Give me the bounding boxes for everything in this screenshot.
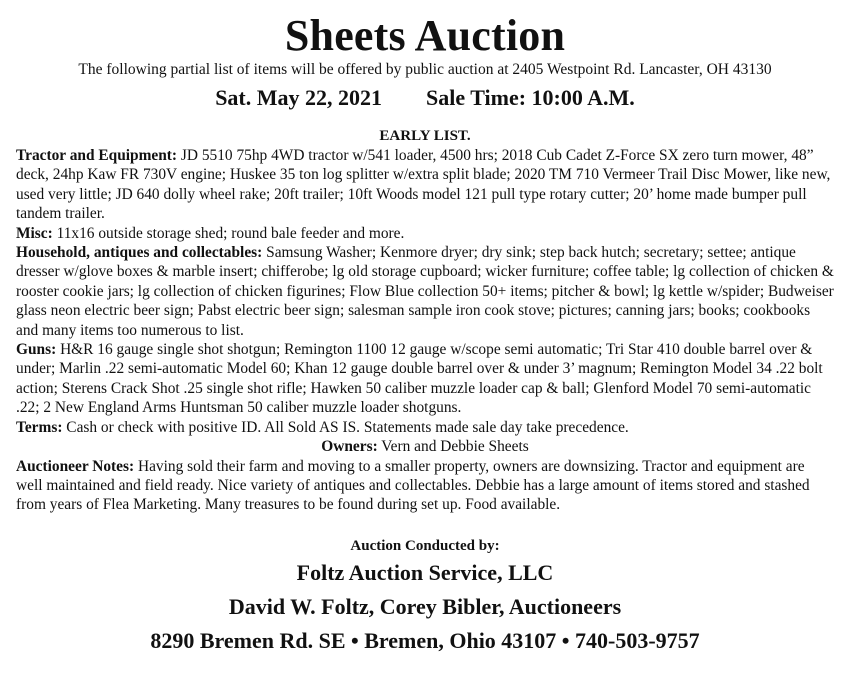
owners-line — [16, 437, 834, 456]
auction-ad — [0, 12, 850, 683]
sale-date: Sat. May 22, 2021 — [215, 85, 383, 110]
auctioneer-notes — [16, 457, 834, 515]
section-label: Terms: — [16, 418, 63, 436]
section-text: Samsung Washer; Kenmore dryer; dry sink; step back hutch; secretary; settee; antique dresser w/glove boxes & marble insert; chifferobe; lg old storage cupboard; wicker furniture; coffee table; lg collection of chicken & rooster cookie jars; lg collection of chicken figurines; Flow Blue collection 50+ items; pitcher & bowl; lg kettle w/spider; Budweiser glass neon electric beer sign; Pabst electric beer sign; salesman sample iron cook stove; pictures; canning jars; books; cookbooks and many items too numerous to list. — [16, 244, 834, 339]
early-list-heading: EARLY LIST. — [379, 128, 471, 144]
notes-text: Having sold their farm and moving to a smaller property, owners are downsizing. Tractor and equipment are well maintained and field ready. Nice variety of antiques and collectables. Debbie has a large amount of items stored and stashed from years of Flea Marketing. Many treasures to be found during set up. Food available. — [16, 457, 810, 514]
section-terms — [16, 418, 834, 437]
section-label: Household, antiques and collectables: — [16, 244, 263, 262]
section-label: Guns: — [16, 341, 57, 359]
section-text: Cash or check with positive ID. All Sold AS IS. Statements made sale day take precedence. — [62, 418, 629, 436]
contact-address: 8290 Bremen Rd. SE • Bremen, Ohio 43107 • 740-503-9757 — [150, 627, 700, 653]
auctioneer-names: David W. Foltz, Corey Bibler, Auctioneers — [228, 593, 622, 619]
owners-label: Owners: — [321, 438, 378, 456]
date-time-line — [16, 85, 834, 111]
section-tractor-equipment — [16, 146, 834, 224]
section-household — [16, 243, 834, 340]
company-name: Foltz Auction Service, LLC — [296, 559, 554, 585]
section-label: Misc: — [16, 224, 53, 242]
sale-time: Sale Time: 10:00 A.M. — [426, 85, 635, 110]
section-text: H&R 16 gauge single shot shotgun; Remington 1100 12 gauge w/scope semi automatic; Tri Star 410 double barrel over & under; Marlin .22 semi-automatic Model 60; Khan 12 gauge double barrel over & under 3’ magnum; Remington Model 34 .22 bolt action; Sterens Crack Shot .25 single shot rifle; Hawken 50 caliber muzzle loader cap & ball; Glenford Model 70 semi-automatic .22; 2 New England Arms Huntsman 50 caliber muzzle loader shotguns. — [16, 341, 823, 417]
ad-title: Sheets Auction — [284, 11, 566, 60]
section-label: Tractor and Equipment: — [16, 147, 178, 164]
conducted-by: Auction Conducted by: — [350, 537, 500, 554]
section-misc — [16, 224, 834, 243]
ad-subtitle: The following partial list of items will be offered by public auction at 2405 Westpoint Rd. Lancaster, OH 43130 — [78, 61, 772, 78]
notes-label: Auctioneer Notes: — [16, 457, 135, 475]
section-text: JD 5510 75hp 4WD tractor w/541 loader, 4500 hrs; 2018 Cub Cadet Z-Force SX zero turn mower, 48” deck, 24hp Kaw FR 730V engine; Huskee 35 ton log splitter w/extra split blade; 2020 TM 710 Vermeer Trail Disc Mower, like new, used very little; JD 640 dolly wheel rake; 20ft trailer; 10ft Woods model 121 pull type rotary cutter; 20’ home made bumper pull tandem trailer. — [16, 147, 831, 223]
owners-text: Vern and Debbie Sheets — [377, 438, 529, 456]
section-text: 11x16 outside storage shed; round bale feeder and more. — [52, 224, 405, 242]
item-list — [16, 146, 834, 515]
section-guns — [16, 340, 834, 418]
